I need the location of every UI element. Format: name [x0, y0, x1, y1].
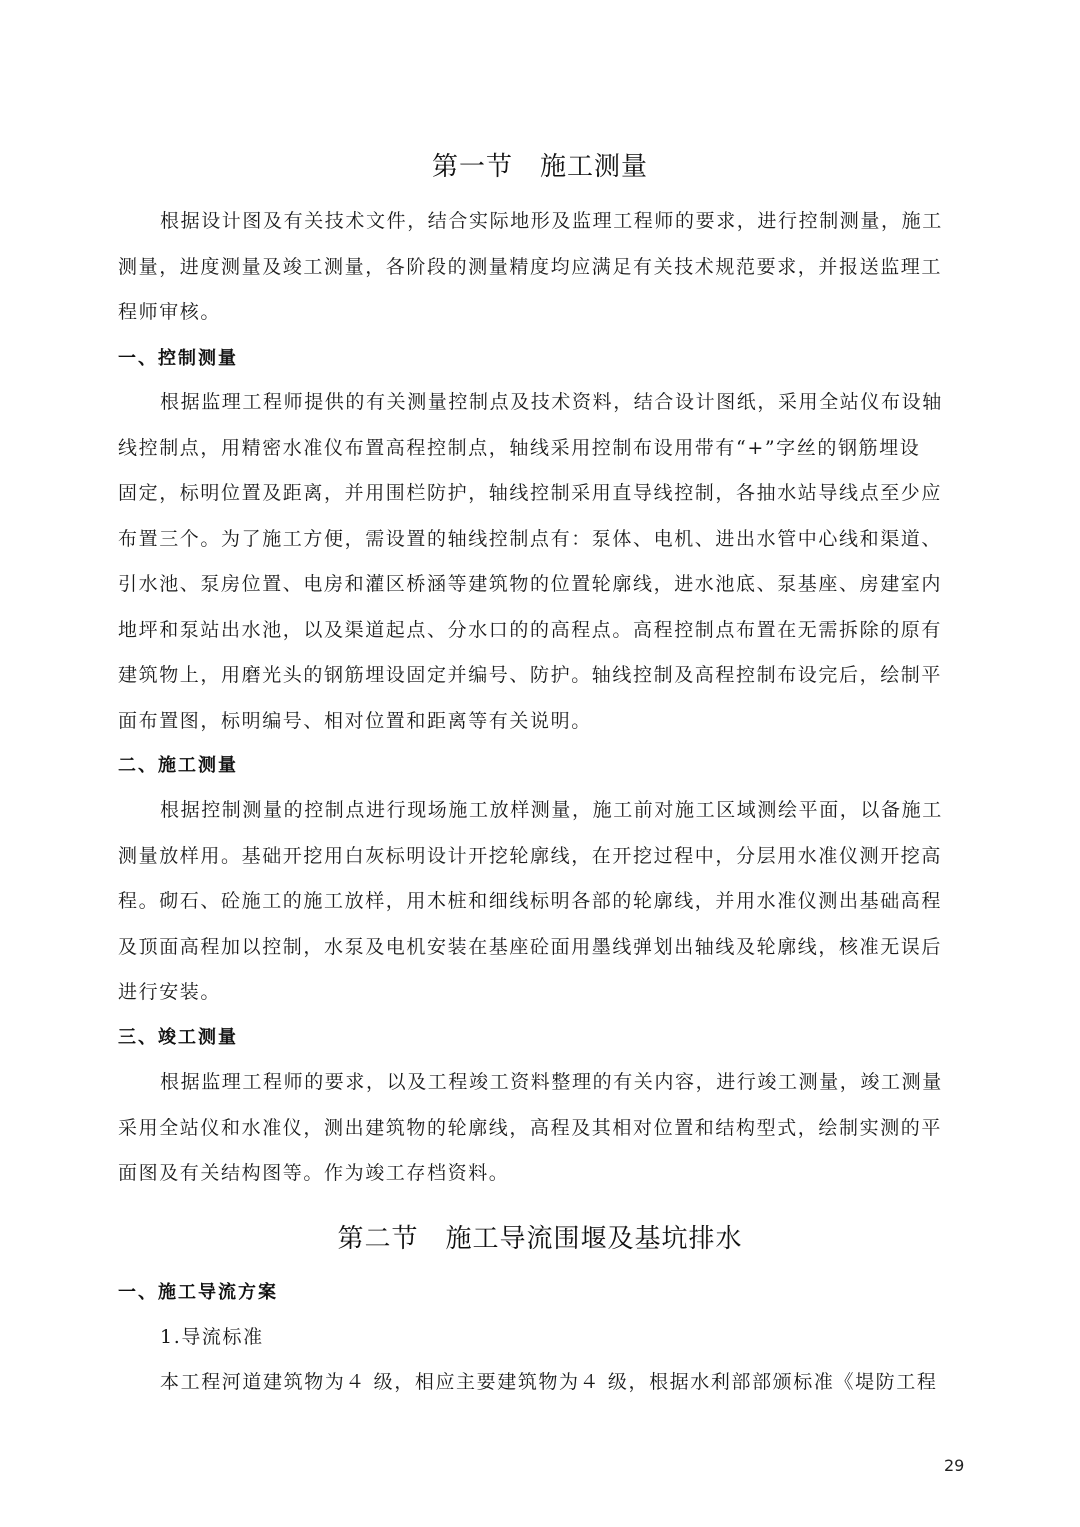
section1-intro-line: 程师审核。	[118, 301, 222, 323]
paragraph-line: 固定，标明位置及距离，并用围栏防护，轴线控制采用直导线控制，各抽水站导线点至少应	[118, 482, 943, 504]
subsection-heading-construction-survey: 二、施工测量	[118, 755, 238, 776]
paragraph-line: 地坪和泵站出水池，以及渠道起点、分水口的的高程点。高程控制点布置在无需拆除的原有	[118, 619, 943, 641]
paragraph-line: 面图及有关结构图等。作为竣工存档资料。	[118, 1162, 510, 1184]
paragraph-line: 引水池、泵房位置、电房和灌区桥涵等建筑物的位置轮廓线，进水池底、泵基座、房建室内	[118, 573, 943, 595]
paragraph-line: 布置三个。为了施工方便，需设置的轴线控制点有：泵体、电机、进出水管中心线和渠道、	[118, 528, 943, 550]
section2-title: 第二节 施工导流围堰及基坑排水	[337, 1224, 743, 1254]
paragraph-line: 线控制点，用精密水准仪布置高程控制点，轴线采用控制布设用带有“+”字丝的钢筋埋设	[118, 437, 921, 459]
paragraph-line: 面布置图，标明编号、相对位置和距离等有关说明。	[118, 710, 592, 732]
paragraph-line: 根据监理工程师提供的有关测量控制点及技术资料，结合设计图纸，采用全站仪布设轴	[160, 391, 943, 413]
paragraph-line: 测量放样用。基础开挖用白灰标明设计开挖轮廓线，在开挖过程中，分层用水准仪测开挖高	[118, 845, 943, 867]
paragraph-line: 程。砌石、砼施工的施工放样，用木桩和细线标明各部的轮廓线，并用水准仪测出基础高程	[118, 890, 943, 912]
subsection-heading-completion-survey: 三、竣工测量	[118, 1027, 238, 1048]
section1-intro-line: 测量，进度测量及竣工测量，各阶段的测量精度均应满足有关技术规范要求，并报送监理工	[118, 256, 943, 278]
subsection-heading-control-survey: 一、控制测量	[118, 348, 238, 369]
paragraph-line: 根据控制测量的控制点进行现场施工放样测量，施工前对施工区域测绘平面，以备施工	[160, 799, 943, 821]
list-item-diversion-standard: 1.导流标准	[160, 1326, 264, 1348]
subsection-heading-diversion-plan: 一、施工导流方案	[118, 1282, 278, 1303]
paragraph-line: 及顶面高程加以控制，水泵及电机安装在基座砼面用墨线弹划出轴线及轮廓线，核准无误后	[118, 936, 943, 958]
section1-title: 第一节 施工测量	[431, 152, 648, 182]
paragraph-line: 建筑物上，用磨光头的钢筋埋设固定并编号、防护。轴线控制及高程控制布设完后，绘制平	[118, 664, 943, 686]
paragraph-line: 采用全站仪和水准仪，测出建筑物的轮廓线，高程及其相对位置和结构型式，绘制实测的平	[118, 1117, 943, 1139]
paragraph-line: 根据监理工程师的要求，以及工程竣工资料整理的有关内容，进行竣工测量，竣工测量	[160, 1071, 943, 1093]
paragraph-line: 本工程河道建筑物为４ 级，相应主要建筑物为４ 级，根据水利部部颁标准《堤防工程	[160, 1371, 938, 1393]
paragraph-line: 进行安装。	[118, 981, 222, 1003]
section1-intro-line: 根据设计图及有关技术文件，结合实际地形及监理工程师的要求，进行控制测量，施工	[160, 210, 943, 232]
page-number: 29	[944, 1456, 965, 1475]
